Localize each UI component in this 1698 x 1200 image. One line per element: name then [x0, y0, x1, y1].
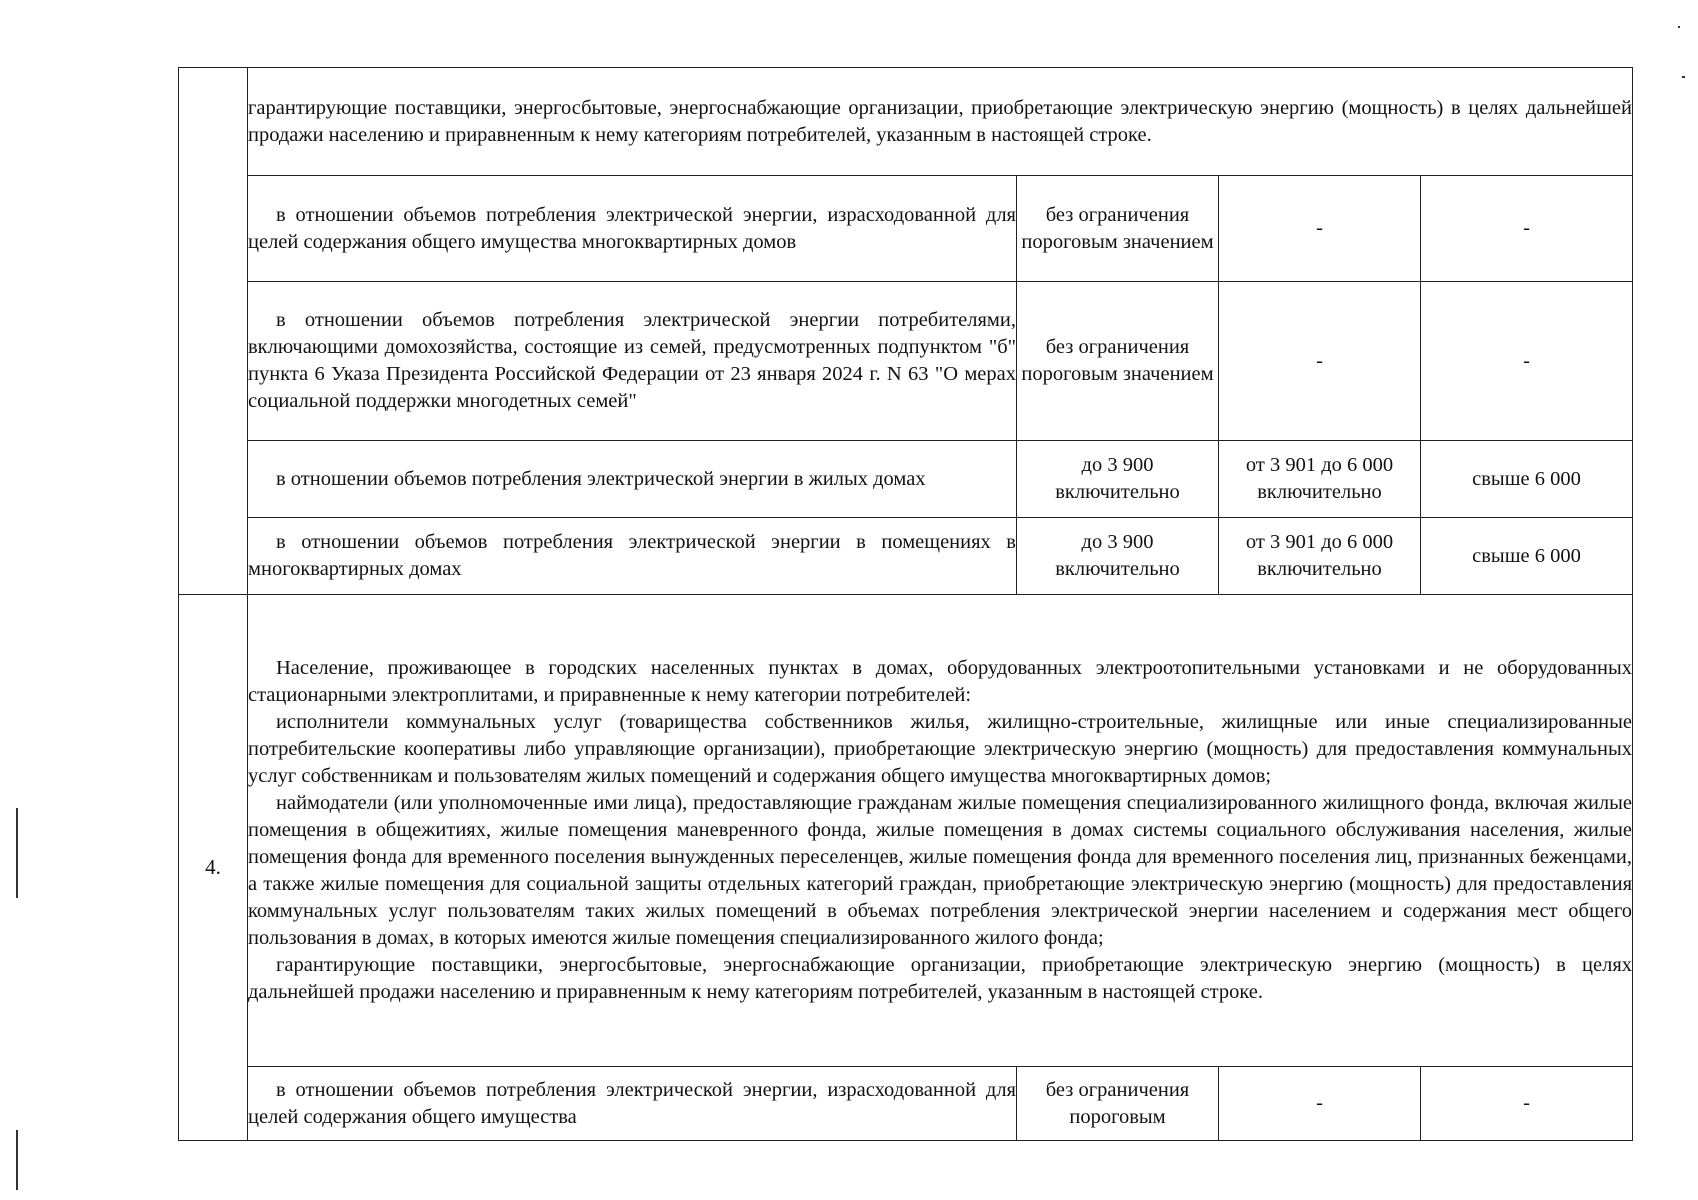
paragraph: наймодатели (или уполномоченные ими лица), предоставляющие гражданам жилые помещения специализированного жилищного фонда, включая жилые помещения в общежитиях, жилые помещения маневренного фонда, жилые помещения в домах системы социального обслуживания населения, жилые помещения фонда для временного поселения вынужденных переселенцев, жилые помещения фонда для временного поселения лиц, признанных беженцами, а также жилые помещения для социальной защиты отдельных категорий граждан, приобретающие электрическую энергию (мощность) для предоставления коммунальных услуг пользователям таких жилых помещений в объемах потребления электрической энергии населением и содержания мест общего пользования в домах, в которых имеются жилые помещения специализированного жилого фонда; [248, 792, 1633, 949]
range-3-cell: - [1421, 1067, 1633, 1141]
continuation-header-text: гарантирующие поставщики, энергосбытовые, энергоснабжающие организации, приобретающие электрическую энергию (мощность) в целях дальнейшей продажи населению и приравненным к нему категориям потребителей, указанным в настоящей строке. [248, 96, 1633, 146]
range-1-cell: без ограничения пороговым [1017, 1067, 1219, 1141]
row-4-text-cell [248, 595, 1633, 1067]
paragraph: гарантирующие поставщики, энергосбытовые, энергоснабжающие организации, приобретающие электрическую энергию (мощность) в целях дальнейшей продажи населению и приравненным к нему категориям потребителей, указанным в настоящей строке. [248, 954, 1633, 1003]
sub-row-description: в отношении объемов потребления электрической энергии, израсходованной для целей содержания общего имущества многоквартирных домов [248, 176, 1017, 282]
range-1-cell: без ограничения пороговым значением [1017, 176, 1219, 282]
table-row [179, 282, 1633, 441]
row-number-cell [179, 68, 248, 595]
table-row [179, 176, 1633, 282]
continuation-header-cell [248, 68, 1633, 176]
range-2-cell: - [1219, 282, 1421, 441]
continuation-header-row [179, 68, 1633, 176]
scan-artifact-left-line [16, 808, 18, 898]
range-3-cell: - [1421, 282, 1633, 441]
row-4-header-row [179, 595, 1633, 1067]
paragraph: Население, проживающее в городских населенных пунктах в домах, оборудованных электроотопительными установками и не оборудованных стационарными электроплитами, и приравненные к нему категории потребителей: [248, 657, 1633, 706]
range-2-cell: от 3 901 до 6 000 включительно [1219, 518, 1421, 595]
range-1-cell: до 3 900 включительно [1017, 441, 1219, 518]
scan-artifact-dot-top [1678, 26, 1680, 28]
table-row [179, 1067, 1633, 1141]
sub-row-description: в отношении объемов потребления электрической энергии, израсходованной для целей содержания общего имущества [248, 1067, 1017, 1141]
range-1-cell: до 3 900 включительно [1017, 518, 1219, 595]
range-2-cell: от 3 901 до 6 000 включительно [1219, 441, 1421, 518]
tariff-table [178, 67, 1633, 1141]
scan-artifact-left-line-lower [16, 1130, 18, 1190]
table-row [179, 441, 1633, 518]
range-1-cell: без ограничения пороговым значением [1017, 282, 1219, 441]
range-3-cell: - [1421, 176, 1633, 282]
range-2-cell: - [1219, 1067, 1421, 1141]
sub-row-description: в отношении объемов потребления электрической энергии потребителями, включающими домохозяйства, состоящие из семей, предусмотренных подпунктом "б" пункта 6 Указа Президента Российской Федерации от 23 января 2024 г. N 63 "О мерах социальной поддержки многодетных семей" [248, 282, 1017, 441]
sub-row-description: в отношении объемов потребления электрической энергии в жилых домах [248, 441, 1017, 518]
paragraph: исполнители коммунальных услуг (товарищества собственников жилья, жилищно-строительные, жилищные или иные специализированные потребительские кооперативы либо управляющие организации), приобретающие электрическую энергию (мощность) для предоставления коммунальных услуг собственникам и пользователям жилых помещений и содержания общего имущества многоквартирных домов; [248, 711, 1633, 787]
row-number-cell: 4. [179, 595, 248, 1141]
table-row [179, 518, 1633, 595]
sub-row-description: в отношении объемов потребления электрической энергии в помещениях в многоквартирных домах [248, 518, 1017, 595]
range-3-cell: свыше 6 000 [1421, 441, 1633, 518]
scan-artifact-dot-right [1682, 76, 1685, 78]
range-2-cell: - [1219, 176, 1421, 282]
range-3-cell: свыше 6 000 [1421, 518, 1633, 595]
